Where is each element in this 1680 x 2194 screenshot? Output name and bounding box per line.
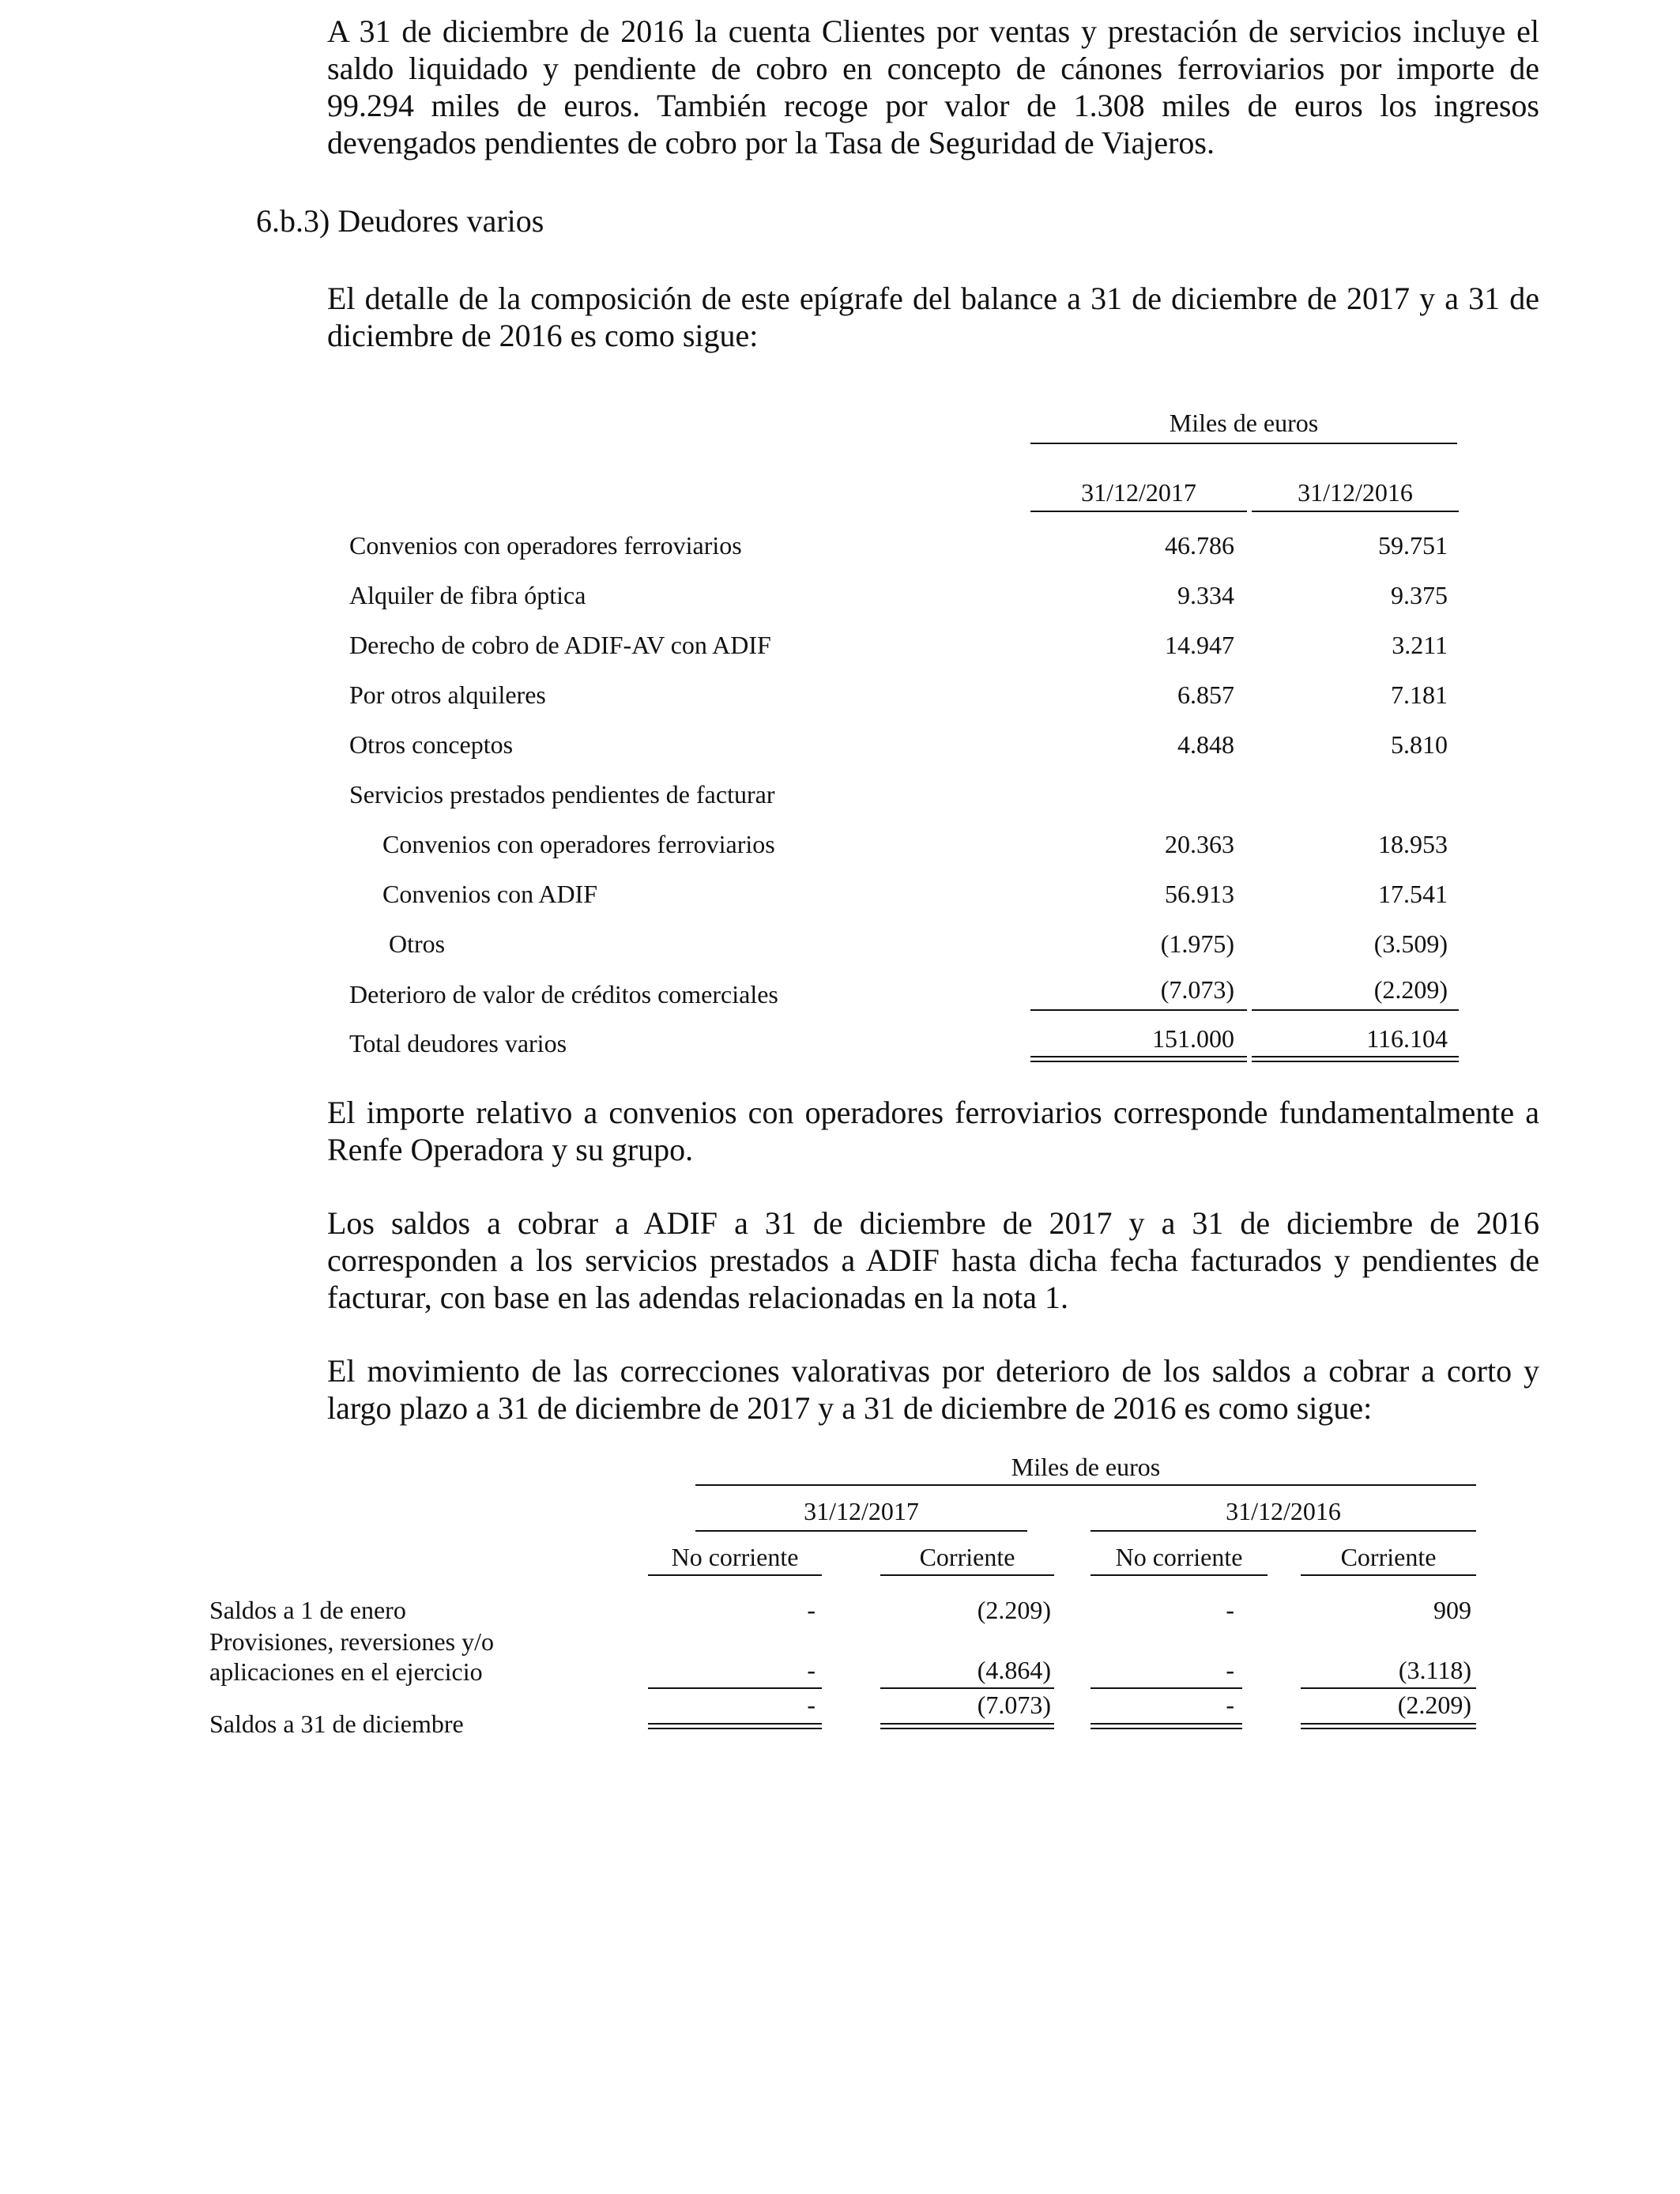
table-row <box>0 679 1680 711</box>
value-2016: 59.751 <box>1378 531 1448 560</box>
table-row <box>0 828 1680 860</box>
table-row <box>0 928 1680 959</box>
value-2016: 5.810 <box>1391 730 1448 759</box>
adif-paragraph: Los saldos a cobrar a ADIF a 31 de diciembre de 2017 y a 31 de diciembre de 2016 corresponden a los servicios prestados a ADIF hasta dicha fecha facturados y pendientes de facturar, con base en las adendas relacionadas en la nota 1. <box>327 1205 1539 1315</box>
value-2017: 56.913 <box>1165 880 1234 908</box>
total-double-rule-2017 <box>1030 1056 1247 1062</box>
table-row <box>0 629 1680 661</box>
table1-col1-rule <box>1030 511 1247 512</box>
table2-group1-header: 31/12/2017 <box>804 1497 919 1525</box>
value-noncurrent-2016: - <box>1226 1691 1234 1719</box>
row-label: Otros conceptos <box>349 730 514 759</box>
row-label: Servicios prestados pendientes de facturar <box>349 780 775 809</box>
table1-unit-header: Miles de euros <box>1169 409 1319 437</box>
table2-sub-noncurrent-2017: No corriente <box>671 1543 799 1571</box>
table1-col2-header: 31/12/2016 <box>1298 478 1413 507</box>
table-row <box>0 579 1680 611</box>
subtotal-rule <box>648 1687 822 1689</box>
table-row <box>0 778 1680 810</box>
renfe-paragraph: El importe relativo a convenios con operadores ferroviarios corresponde fundamentalmente a Renfe Operadora y su grupo. <box>327 1095 1539 1167</box>
value-2016: 116.104 <box>1366 1024 1448 1053</box>
table2-sub-rule <box>648 1574 822 1576</box>
row-label: Saldos a 1 de enero <box>209 1596 406 1624</box>
table-row <box>0 878 1680 910</box>
table1-unit-rule <box>1030 443 1457 444</box>
table2-unit-header: Miles de euros <box>1011 1453 1161 1481</box>
value-2017: 20.363 <box>1165 830 1234 858</box>
total-double-rule <box>1301 1723 1476 1729</box>
row-label: Convenios con ADIF <box>382 880 597 908</box>
value-2017: (7.073) <box>1160 975 1234 1004</box>
table1-col2-rule <box>1252 511 1459 512</box>
table2-unit-rule <box>695 1484 1476 1486</box>
table2-group1-rule <box>695 1530 1027 1532</box>
subtotal-rule-2016 <box>1252 1009 1459 1011</box>
table-row <box>0 530 1680 561</box>
table2-sub-noncurrent-2016: No corriente <box>1115 1543 1243 1571</box>
row-label: Por otros alquileres <box>349 680 546 709</box>
section-heading: 6.b.3) Deudores varios <box>256 203 544 239</box>
intro-paragraph: A 31 de diciembre de 2016 la cuenta Clientes por ventas y prestación de servicios incluye el saldo liquidado y pendiente de cobro en concepto de cánones ferroviarios por importe de 99.294 miles de euros. También recoge por valor de 1.308 miles de euros los ingresos devengados pendientes de cobro por la Tasa de Seguridad de Viajeros. <box>327 13 1539 160</box>
row-label: Deterioro de valor de créditos comerciales <box>349 980 778 1008</box>
row-label: Total deudores varios <box>349 1029 567 1057</box>
value-noncurrent-2016: - <box>1226 1596 1234 1624</box>
value-current-2016: 909 <box>1433 1596 1471 1624</box>
total-double-rule <box>1090 1723 1242 1729</box>
table2-sub-rule <box>1301 1574 1476 1576</box>
value-2016: 3.211 <box>1392 631 1448 659</box>
row-label: Derecho de cobro de ADIF-AV con ADIF <box>349 631 771 659</box>
total-double-rule <box>880 1723 1054 1729</box>
subtotal-rule <box>1090 1687 1242 1689</box>
value-2017: 14.947 <box>1165 631 1234 659</box>
value-2016: (2.209) <box>1373 975 1448 1004</box>
value-current-2017: (4.864) <box>977 1656 1051 1684</box>
value-2016: 17.541 <box>1378 880 1448 908</box>
table-row <box>0 974 1680 1008</box>
value-2017: 6.857 <box>1177 680 1234 709</box>
value-2017: (1.975) <box>1160 929 1234 958</box>
subtotal-rule-2017 <box>1030 1009 1247 1011</box>
value-2017: 4.848 <box>1177 730 1234 759</box>
row-label: Otros <box>389 929 446 958</box>
table2-sub-rule <box>880 1574 1054 1576</box>
subtotal-rule <box>1301 1687 1476 1689</box>
value-noncurrent-2017: - <box>807 1596 816 1624</box>
value-noncurrent-2017: - <box>807 1656 816 1684</box>
row-label: Alquiler de fibra óptica <box>349 581 586 609</box>
value-noncurrent-2016: - <box>1226 1656 1234 1684</box>
value-current-2016: (2.209) <box>1397 1691 1471 1719</box>
table2-sub-current-2017: Corriente <box>919 1543 1015 1571</box>
table2-intro-paragraph: El movimiento de las correcciones valorativas por deterioro de los saldos a cobrar a corto y largo plazo a 31 de diciembre de 2017 y a 31 de diciembre de 2016 es como sigue: <box>327 1353 1539 1426</box>
value-2017: 151.000 <box>1152 1024 1234 1053</box>
table2-group2-header: 31/12/2016 <box>1226 1497 1341 1525</box>
table2-group2-rule <box>1090 1530 1476 1532</box>
value-2016: 7.181 <box>1391 680 1448 709</box>
value-current-2016: (3.118) <box>1398 1656 1471 1684</box>
row-label: Convenios con operadores ferroviarios <box>349 531 742 560</box>
table-row <box>0 729 1680 760</box>
table1-intro-paragraph: El detalle de la composición de este epígrafe del balance a 31 de diciembre de 2017 y a 31 de diciembre de 2016 es como sigue: <box>327 281 1539 353</box>
value-2016: 18.953 <box>1378 830 1448 858</box>
row-label-continued: aplicaciones en el ejercicio <box>209 1657 483 1686</box>
table2-sub-rule <box>1090 1574 1268 1576</box>
table1-col1-header: 31/12/2017 <box>1081 478 1196 507</box>
value-2016: (3.509) <box>1373 929 1448 958</box>
table-row-total <box>0 1023 1680 1057</box>
row-label: Provisiones, reversiones y/o <box>209 1627 494 1656</box>
value-2017: 46.786 <box>1165 531 1234 560</box>
value-noncurrent-2017: - <box>807 1691 816 1719</box>
table2-sub-current-2016: Corriente <box>1340 1543 1437 1571</box>
subtotal-rule <box>880 1687 1054 1689</box>
value-current-2017: (7.073) <box>977 1691 1051 1719</box>
value-2016: 9.375 <box>1391 581 1448 609</box>
value-2017: 9.334 <box>1177 581 1234 609</box>
row-label: Saldos a 31 de diciembre <box>209 1710 464 1738</box>
total-double-rule <box>648 1723 822 1729</box>
total-double-rule-2016 <box>1252 1056 1459 1062</box>
row-label: Convenios con operadores ferroviarios <box>382 830 775 858</box>
value-current-2017: (2.209) <box>977 1596 1051 1624</box>
